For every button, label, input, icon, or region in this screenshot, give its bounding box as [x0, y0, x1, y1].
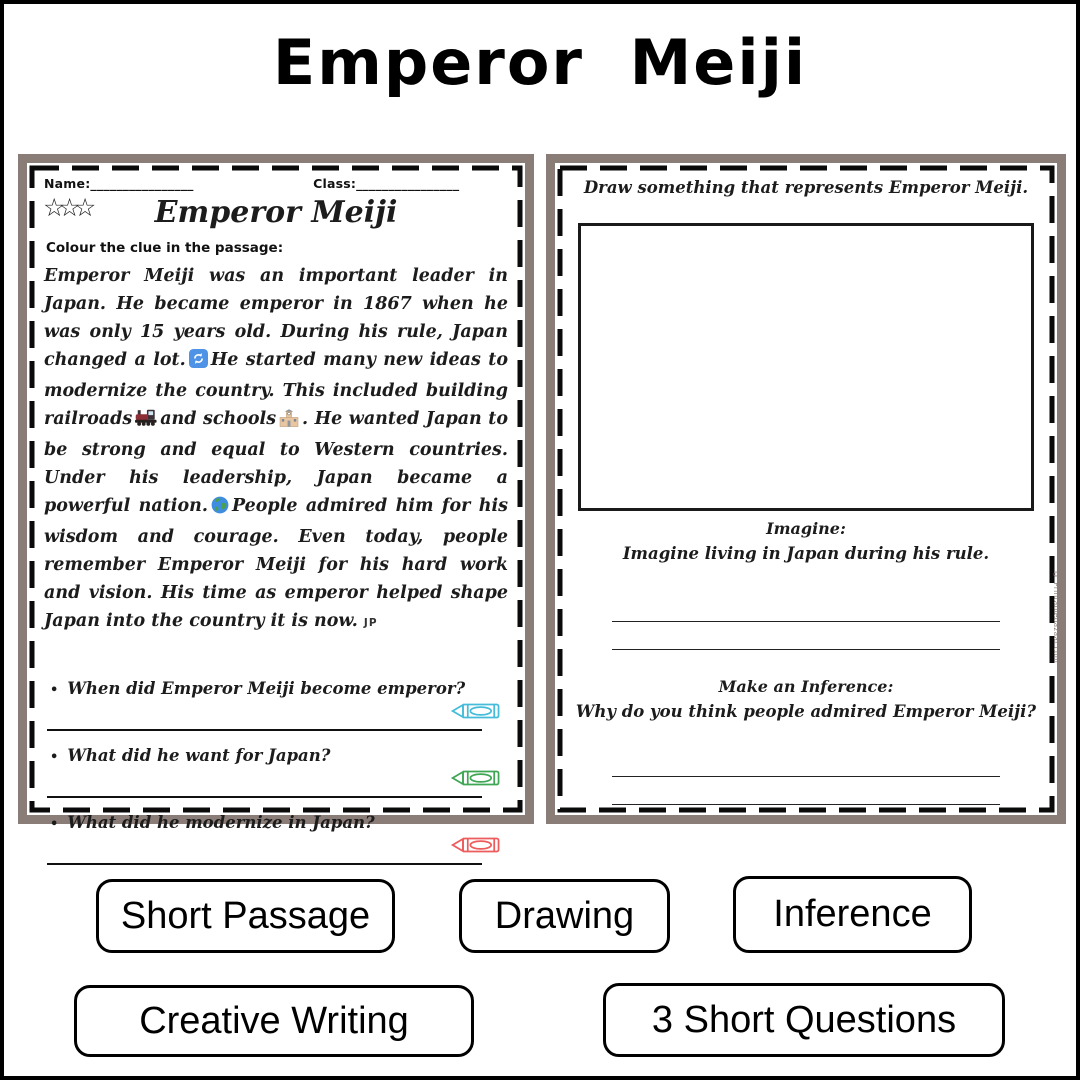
draw-prompt: Draw something that represents Emperor Meiji. — [583, 178, 1029, 197]
name-field[interactable]: Name:________________ — [44, 176, 194, 191]
tag-inference[interactable]: Inference — [733, 876, 972, 953]
page-title: Emperor Meiji — [272, 26, 808, 99]
colour-clue-instruction: Colour the clue in the passage: — [46, 240, 284, 256]
imagine-prompt: Imagine living in Japan during his rule. — [622, 544, 990, 563]
crayon-icon — [450, 834, 502, 856]
question-item — [44, 679, 508, 731]
copyright-watermark: © Printablebazaar.com — [1052, 571, 1060, 664]
passage-text: Emperor Meiji was an important leader in Japan. He became emperor in 1867 when he was only 15 years old. During his rule, Japan changed a lot. He started many new ideas to modernize the country. This included building railroads and schools . He wanted Japan to be strong and equal to Western countries. Under his leadership, Japan became a powerful nation. People admired him for his wisdom and courage. Even today, people remember Emperor Meiji for his hard work and vision. His time as emperor helped shape Japan into the country it is now. JP — [44, 266, 508, 631]
worksheet-title: Emperor Meiji — [154, 195, 398, 230]
crayon-icon — [450, 767, 502, 789]
japan-flag-fallback: JP — [363, 617, 378, 629]
refresh-icon — [189, 349, 208, 377]
drawing-box[interactable] — [578, 223, 1034, 511]
globe-icon — [211, 495, 229, 523]
inference-prompt: Why do you think people admired Emperor Meiji? — [575, 702, 1037, 721]
tag-short-passage[interactable]: Short Passage — [96, 879, 395, 953]
train-icon — [135, 408, 157, 436]
answer-line[interactable] — [612, 649, 1000, 650]
tag-creative-writing[interactable]: Creative Writing — [74, 985, 474, 1057]
worksheet-page-left — [18, 154, 534, 832]
bullet-icon: • — [50, 750, 59, 765]
school-icon — [279, 408, 299, 436]
answer-line[interactable] — [612, 804, 1000, 805]
tag-3-short-questions[interactable]: 3 Short Questions — [603, 983, 1005, 1057]
question-item — [44, 813, 508, 865]
answer-line[interactable] — [47, 729, 482, 731]
bullet-icon: • — [50, 683, 59, 698]
bullet-icon: • — [50, 817, 59, 832]
inference-heading: Make an Inference: — [718, 677, 894, 696]
class-field[interactable]: Class:________________ — [313, 176, 460, 191]
question-text: When did Emperor Meiji become emperor? — [67, 679, 466, 698]
question-text: What did he modernize in Japan? — [67, 813, 375, 832]
answer-line[interactable] — [612, 776, 1000, 777]
rating-stars-icon: ☆☆☆ — [43, 193, 90, 222]
tag-drawing[interactable]: Drawing — [459, 879, 670, 953]
answer-line[interactable] — [47, 796, 482, 798]
answer-line[interactable] — [47, 863, 482, 865]
questions-section — [44, 679, 508, 865]
imagine-heading: Imagine: — [766, 519, 846, 538]
question-text: What did he want for Japan? — [67, 746, 331, 765]
crayon-icon — [450, 700, 502, 722]
answer-line[interactable] — [612, 621, 1000, 622]
worksheet-page-right — [546, 154, 1066, 824]
question-item — [44, 746, 508, 798]
